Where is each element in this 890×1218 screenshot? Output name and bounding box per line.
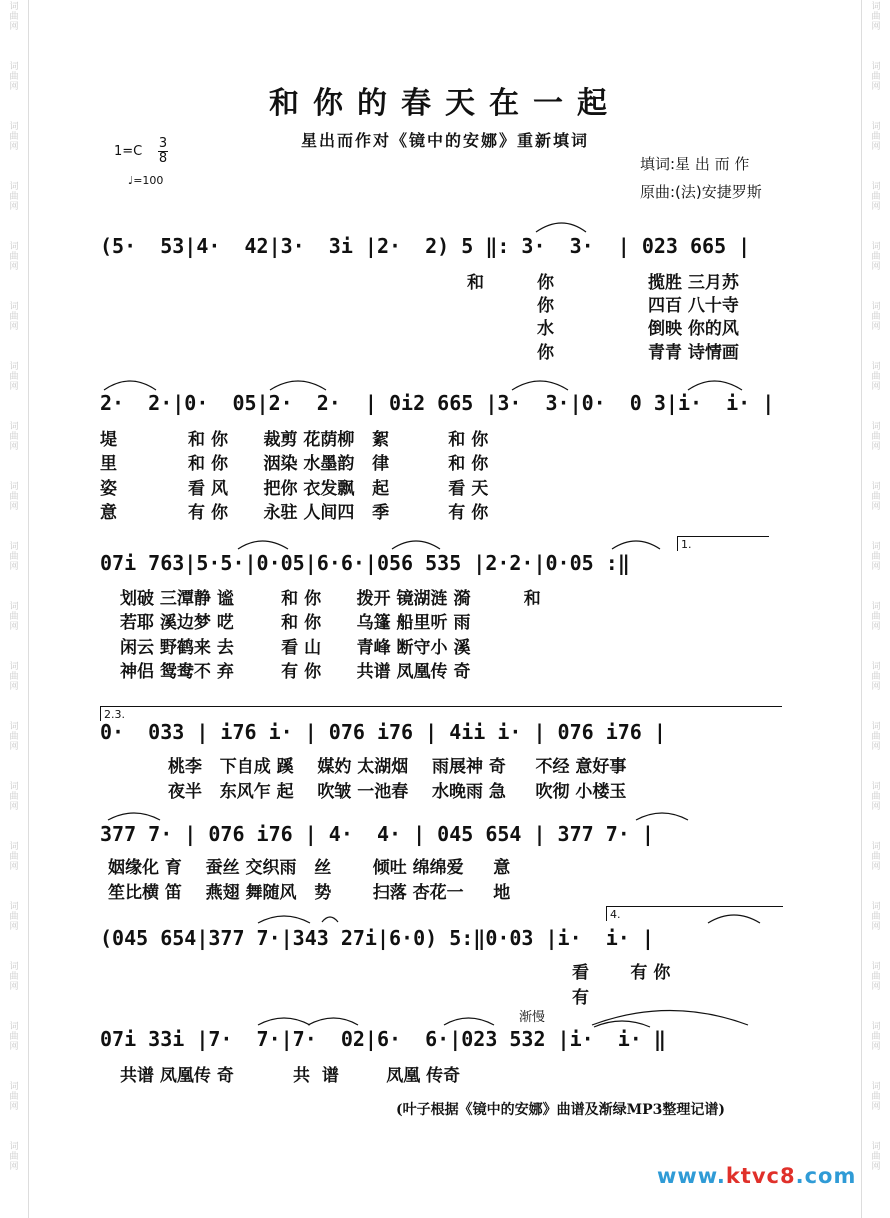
lyric-r3-v2: 若耶 溪边梦 呓 和 你 乌篷 船里听 雨: [120, 613, 471, 633]
watermark-text: 词 曲 网: [871, 302, 881, 332]
lyric-r1-v1: 揽胜 三月苏: [648, 273, 739, 293]
watermark-text: 词 曲 网: [9, 542, 19, 572]
volta-1: 1.: [677, 536, 769, 551]
watermark-text: 词 曲 网: [9, 122, 19, 152]
lyric-r5-v2: 笙比横 笛 燕翅 舞随风 势 扫落 杏花一 地: [108, 883, 511, 903]
watermark-text: 词 曲 网: [871, 1082, 881, 1112]
meter-bottom: 8: [158, 151, 168, 166]
lyric-r3-v3: 闲云 野鹤来 去 看 山 青峰 断守小 溪: [120, 638, 471, 658]
lyric-r1-v3: 倒映 你的风: [648, 319, 739, 339]
watermark-text: 词 曲 网: [9, 782, 19, 812]
watermark-text: 词 曲 网: [9, 362, 19, 392]
watermark-text: 词 曲 网: [871, 182, 881, 212]
watermark-text: 词 曲 网: [871, 542, 881, 572]
tempo-mark: ♩=100: [128, 174, 164, 187]
watermark-text: 词 曲 网: [9, 62, 19, 92]
watermark-text: 词 曲 网: [9, 602, 19, 632]
notation-row-7: 07i 33i |7· 7·|7· 02|6· 6·|023 532 |i· i· ‖: [100, 1027, 666, 1051]
lyric-r4-v2: 夜半 东风乍 起 吹皱 一池春 水晚雨 急 吹彻 小楼玉: [168, 782, 627, 802]
watermark-text: 词 曲 网: [871, 122, 881, 152]
site-prefix: www.: [657, 1164, 726, 1188]
composer-credit: 原曲:(法)安捷罗斯: [640, 183, 762, 201]
volta-2-3: 2.3.: [100, 706, 782, 721]
meter-top: 3: [158, 136, 168, 151]
notation-row-1: (5· 53|4· 42|3· 3i |2· 2) 5 ‖: 3· 3· | 023 665 |: [100, 234, 751, 258]
watermark-text: 词 曲 网: [9, 482, 19, 512]
watermark-text: 词 曲 网: [9, 722, 19, 752]
lyric-r1-v2-ni: 你: [537, 296, 554, 316]
volta-4: 4.: [606, 906, 783, 921]
watermark-text: 词 曲 网: [871, 482, 881, 512]
watermark-text: 词 曲 网: [9, 182, 19, 212]
watermark-text: 词 曲 网: [871, 662, 881, 692]
watermark-text: 词 曲 网: [9, 842, 19, 872]
lyric-r1-v4-ni: 你: [537, 343, 554, 363]
site-watermark[interactable]: [657, 1164, 856, 1188]
watermark-text: 词 曲 网: [871, 962, 881, 992]
watermark-text: 词 曲 网: [871, 1142, 881, 1172]
site-name: ktvc8: [725, 1164, 796, 1188]
lyric-r2-v2: 里 和 你 洇染 水墨韵 律 和 你: [100, 454, 489, 474]
watermark-text: 词 曲 网: [9, 1142, 19, 1172]
site-suffix: .com: [795, 1164, 857, 1188]
notation-row-4: 0· 033 | i76 i· | 076 i76 | 4ii i· | 076 i76 |: [100, 720, 666, 744]
watermark-text: 词 曲 网: [871, 2, 881, 32]
lyric-r6-b: 有: [572, 988, 589, 1008]
watermark-text: 词 曲 网: [871, 842, 881, 872]
lyric-r5-v1: 姻缘化 育 蚕丝 交织雨 丝 倾吐 绵绵爱 意: [108, 858, 511, 878]
lyric-r3-v1: 划破 三潭静 谧 和 你 拨开 镜湖涟 漪 和: [120, 589, 541, 609]
notation-row-3: 07i 763|5·5·|0·05|6·6·|056 535 |2·2·|0·05 :‖: [100, 551, 630, 575]
watermark-text: 词 曲 网: [871, 422, 881, 452]
watermark-text: 词 曲 网: [9, 902, 19, 932]
watermark-text: 词 曲 网: [871, 902, 881, 932]
watermark-text: 词 曲 网: [871, 242, 881, 272]
watermark-text: 词 曲 网: [9, 1082, 19, 1112]
lyric-r3-v4: 神侣 鸳鸯不 弃 有 你 共谱 凤凰传 奇: [120, 662, 471, 682]
watermark-text: 词 曲 网: [871, 782, 881, 812]
lyric-r2-v1: 堤 和 你 裁剪 花荫柳 絮 和 你: [100, 430, 489, 450]
watermark-text: 词 曲 网: [9, 422, 19, 452]
key-signature: 1=C: [114, 144, 143, 159]
lyric-r7: 共谱 凤凰传 奇 共 谱 凤凰 传奇: [120, 1066, 461, 1086]
lyricist-credit: 填词:星 出 而 作: [640, 155, 750, 173]
watermark-text: 词 曲 网: [9, 302, 19, 332]
song-title: 和你的春天在一起: [269, 86, 621, 121]
lyric-r2-v3: 姿 看 风 把你 衣发飘 起 看 天: [100, 479, 489, 499]
notation-row-6: (045 654|377 7·|343 27i|6·0) 5:‖0·03 |i· i· |: [100, 926, 654, 950]
watermark-text: 词 曲 网: [9, 242, 19, 272]
watermark-text: 词 曲 网: [871, 362, 881, 392]
lyric-r1-v4: 青青 诗情画: [648, 343, 739, 363]
song-subtitle: 星出而作对《镜中的安娜》重新填词: [300, 131, 589, 150]
watermark-text: 词 曲 网: [871, 722, 881, 752]
lyric-r1-v1-ni: 你: [537, 273, 554, 293]
notation-row-5: 377 7· | 076 i76 | 4· 4· | 045 654 | 377 7· |: [100, 822, 654, 846]
tempo-change-mark: 渐慢: [519, 1010, 546, 1025]
watermark-text: 词 曲 网: [871, 62, 881, 92]
lyric-r2-v4: 意 有 你 永驻 人间四 季 有 你: [100, 503, 489, 523]
watermark-text: 词 曲 网: [9, 1022, 19, 1052]
watermark-text: 词 曲 网: [871, 1022, 881, 1052]
lyric-r6-a: 看 有 你: [572, 963, 671, 983]
watermark-text: 词 曲 网: [9, 662, 19, 692]
watermark-text: 词 曲 网: [871, 602, 881, 632]
lyric-r4-v1: 桃李 下自成 蹊 媒妁 太湖烟 雨展神 奇 不经 意好事: [168, 757, 627, 777]
lyric-r1-he: 和: [467, 273, 484, 293]
watermark-text: 词 曲 网: [9, 2, 19, 32]
watermark-text: 词 曲 网: [9, 962, 19, 992]
notation-row-2: 2· 2·|0· 05|2· 2· | 0i2 665 |3· 3·|0· 0 3|i· i· |: [100, 391, 775, 415]
lyric-r1-v3-shui: 水: [537, 319, 554, 339]
transcription-credit: (叶子根据《镜中的安娜》曲谱及渐绿MP3整理记谱): [396, 1102, 726, 1118]
lyric-r1-v2: 四百 八十寺: [648, 296, 739, 316]
